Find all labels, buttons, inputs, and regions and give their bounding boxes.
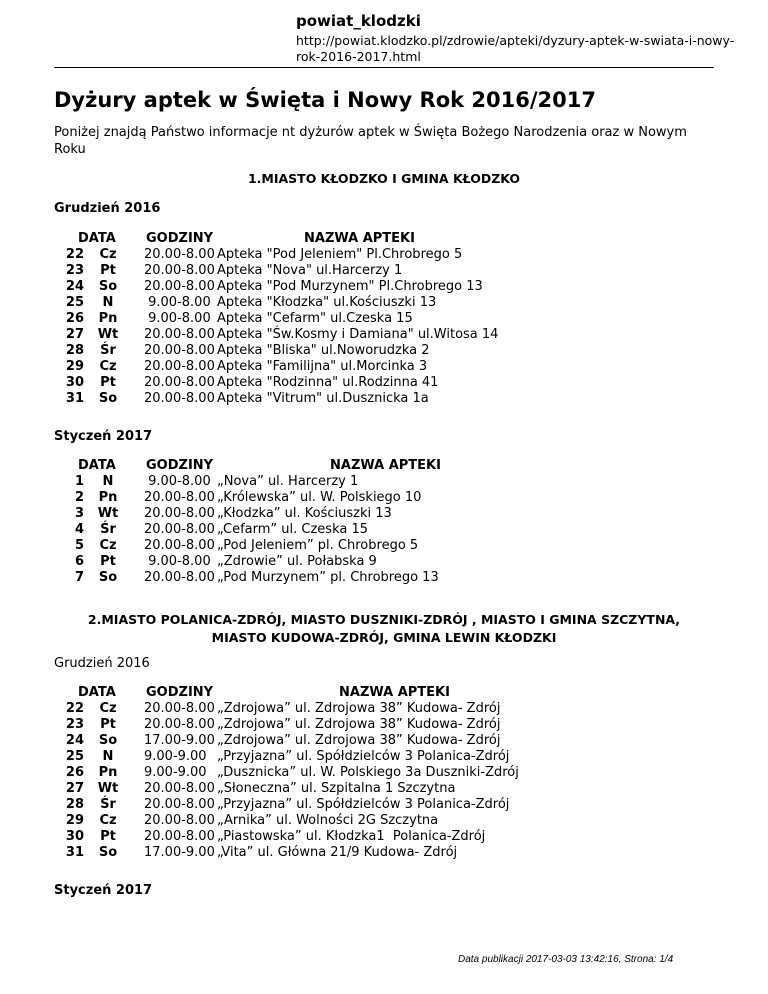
pharmacy-name: Apteka "Nova" ul.Harcerzy 1 — [217, 263, 403, 278]
duty-hours: 20.00-8.00 — [144, 829, 215, 844]
weekday: N — [102, 474, 114, 489]
day-number: 22 — [65, 247, 84, 262]
weekday: Pt — [100, 375, 116, 390]
day-number: 23 — [65, 717, 84, 732]
weekday: Pt — [100, 717, 116, 732]
pharmacy-name: Apteka "Pod Jeleniem" Pl.Chrobrego 5 — [217, 247, 463, 262]
weekday: Pt — [100, 263, 116, 278]
day-number: 24 — [65, 279, 84, 294]
intro-paragraph: Poniżej znajdą Państwo informacje nt dyżurów aptek w Święta Bożego Narodzenia oraz w Nowym Roku — [54, 125, 687, 157]
weekday: N — [102, 749, 114, 764]
col-date-header: DATA — [78, 685, 116, 700]
weekday: Pt — [100, 829, 116, 844]
duty-hours: 20.00-8.00 — [144, 247, 215, 262]
header-divider — [54, 67, 714, 68]
pharmacy-name: „Słoneczna” ul. Szpitalna 1 Szczytna — [217, 781, 456, 796]
col-name-header: NAZWA APTEKI — [339, 685, 450, 700]
weekday: Cz — [99, 538, 117, 553]
duty-hours: 20.00-8.00 — [144, 263, 215, 278]
duty-hours: 20.00-8.00 — [144, 279, 215, 294]
weekday: Wt — [97, 781, 119, 796]
weekday: Wt — [97, 327, 119, 342]
col-hours-header: GODZINY — [146, 458, 214, 473]
duty-hours: 9.00-8.00 — [144, 311, 211, 326]
day-number: 3 — [74, 506, 84, 521]
duty-hours: 20.00-8.00 — [144, 490, 215, 505]
duty-hours: 20.00-8.00 — [144, 506, 215, 521]
month-heading: Grudzień 2016 — [54, 656, 150, 671]
duty-hours: 17.00-9.00 — [144, 845, 215, 860]
day-number: 6 — [74, 554, 84, 569]
weekday: N — [102, 295, 114, 310]
day-number: 28 — [65, 343, 84, 358]
day-number: 4 — [74, 522, 84, 537]
duty-hours: 20.00-8.00 — [144, 570, 215, 585]
weekday: Pn — [98, 311, 118, 326]
duty-hours: 20.00-8.00 — [144, 327, 215, 342]
duty-hours: 9.00-8.00 — [144, 295, 211, 310]
duty-hours: 20.00-8.00 — [144, 813, 215, 828]
pharmacy-name: Apteka "Św.Kosmy i Damiana" ul.Witosa 14 — [217, 327, 499, 342]
pharmacy-name: Apteka "Kłodzka" ul.Kościuszki 13 — [217, 295, 437, 310]
section-2-title-line: 2.MIASTO POLANICA-ZDRÓJ, MIASTO DUSZNIKI-ZDRÓJ , MIASTO I GMINA SZCZYTNA, — [87, 612, 681, 627]
duty-hours: 9.00-9.00 — [144, 765, 207, 780]
weekday: Śr — [100, 343, 116, 358]
duty-hours: 20.00-8.00 — [144, 538, 215, 553]
duty-hours: 20.00-8.00 — [144, 343, 215, 358]
pharmacy-name: „Kłodzka” ul. Kościuszki 13 — [217, 506, 392, 521]
page-title: Dyżury aptek w Święta i Nowy Rok 2016/2017 — [54, 88, 596, 112]
day-number: 26 — [65, 765, 84, 780]
pharmacy-name: „Pod Murzynem” pl. Chrobrego 13 — [217, 570, 439, 585]
day-number: 26 — [65, 311, 84, 326]
pharmacy-name: „Zdrojowa” ul. Zdrojowa 38” Kudowa- Zdrój — [217, 717, 501, 732]
day-number: 28 — [65, 797, 84, 812]
weekday: So — [98, 570, 118, 585]
day-number: 7 — [74, 570, 84, 585]
pharmacy-name: Apteka "Rodzinna" ul.Rodzinna 41 — [217, 375, 439, 390]
day-number: 30 — [65, 375, 84, 390]
pharmacy-name: „Przyjazna” ul. Spółdzielców 3 Polanica-Zdrój — [217, 797, 510, 812]
pharmacy-name: „Zdrowie” ul. Połabska 9 — [217, 554, 377, 569]
weekday: So — [98, 733, 118, 748]
pharmacy-name: „Arnika” ul. Wolności 2G Szczytna — [217, 813, 439, 828]
duty-hours: 20.00-8.00 — [144, 781, 215, 796]
weekday: Pn — [98, 490, 118, 505]
day-number: 31 — [65, 845, 84, 860]
day-number: 1 — [74, 474, 84, 489]
day-number: 31 — [65, 391, 84, 406]
pharmacy-name: „Zdrojowa” ul. Zdrojowa 38” Kudowa- Zdrój — [217, 733, 501, 748]
site-name: powiat_klodzki — [296, 12, 421, 30]
weekday: So — [98, 391, 118, 406]
pharmacy-name: „Cefarm” ul. Czeska 15 — [217, 522, 369, 537]
day-number: 2 — [74, 490, 84, 505]
month-heading: Grudzień 2016 — [54, 201, 161, 216]
day-number: 22 — [65, 701, 84, 716]
duty-hours: 9.00-8.00 — [144, 554, 211, 569]
duty-hours: 9.00-9.00 — [144, 749, 207, 764]
duty-hours: 20.00-8.00 — [144, 717, 215, 732]
weekday: Cz — [99, 247, 117, 262]
section-2-title — [54, 611, 714, 647]
duty-hours: 20.00-8.00 — [144, 701, 215, 716]
day-number: 29 — [65, 813, 84, 828]
weekday: Cz — [99, 701, 117, 716]
pharmacy-name: „Przyjazna” ul. Spółdzielców 3 Polanica-Zdrój — [217, 749, 510, 764]
month-heading: Styczeń 2017 — [54, 883, 153, 898]
day-number: 24 — [65, 733, 84, 748]
col-date-header: DATA — [78, 458, 116, 473]
weekday: Pn — [98, 765, 118, 780]
col-date-header: DATA — [78, 231, 116, 246]
weekday: Śr — [100, 797, 116, 812]
section-1-title: 1.MIASTO KŁODZKO I GMINA KŁODZKO — [247, 171, 521, 186]
col-name-header: NAZWA APTEKI — [304, 231, 415, 246]
month-heading: Styczeń 2017 — [54, 429, 153, 444]
pharmacy-name: Apteka "Cefarm" ul.Czeska 15 — [217, 311, 413, 326]
day-number: 27 — [65, 327, 84, 342]
day-number: 25 — [65, 749, 84, 764]
page-url[interactable]: http://powiat.klodzko.pl/zdrowie/apteki/dyzury-aptek-w-swiata-i-nowy-rok-2016-2017.html — [296, 33, 735, 64]
day-number: 23 — [65, 263, 84, 278]
day-number: 29 — [65, 359, 84, 374]
weekday: So — [98, 845, 118, 860]
duty-hours: 20.00-8.00 — [144, 359, 215, 374]
publication-footer: Data publikacji 2017-03-03 13:42:16, Strona: 1/4 — [458, 954, 674, 965]
pharmacy-name: „Vita” ul. Główna 21/9 Kudowa- Zdrój — [217, 845, 458, 860]
pharmacy-name: „Pod Jeleniem” pl. Chrobrego 5 — [217, 538, 419, 553]
day-number: 27 — [65, 781, 84, 796]
pharmacy-name: „Zdrojowa” ul. Zdrojowa 38” Kudowa- Zdrój — [217, 701, 501, 716]
weekday: Wt — [97, 506, 119, 521]
weekday: Cz — [99, 359, 117, 374]
section-2-title-line: MIASTO KUDOWA-ZDRÓJ, GMINA LEWIN KŁODZKI — [211, 630, 557, 645]
col-name-header: NAZWA APTEKI — [330, 458, 441, 473]
duty-hours: 20.00-8.00 — [144, 375, 215, 390]
col-hours-header: GODZINY — [146, 685, 214, 700]
weekday: Śr — [100, 522, 116, 537]
pharmacy-name: Apteka "Familijna" ul.Morcinka 3 — [217, 359, 428, 374]
duty-hours: 20.00-8.00 — [144, 522, 215, 537]
duty-hours: 20.00-8.00 — [144, 797, 215, 812]
weekday: Pt — [100, 554, 116, 569]
weekday: Cz — [99, 813, 117, 828]
duty-hours: 9.00-8.00 — [144, 474, 211, 489]
day-number: 5 — [74, 538, 84, 553]
day-number: 25 — [65, 295, 84, 310]
pharmacy-name: Apteka "Pod Murzynem" Pl.Chrobrego 13 — [217, 279, 483, 294]
pharmacy-name: „Dusznicka” ul. W. Polskiego 3a Duszniki-Zdrój — [217, 765, 519, 780]
col-hours-header: GODZINY — [146, 231, 214, 246]
weekday: So — [98, 279, 118, 294]
pharmacy-name: Apteka "Vitrum" ul.Dusznicka 1a — [217, 391, 429, 406]
pharmacy-name: „Królewska” ul. W. Polskiego 10 — [217, 490, 422, 505]
duty-hours: 20.00-8.00 — [144, 391, 215, 406]
day-number: 30 — [65, 829, 84, 844]
duty-hours: 17.00-9.00 — [144, 733, 215, 748]
pharmacy-name: „Piastowska” ul. Kłodzka1 Polanica-Zdrój — [217, 829, 486, 844]
pharmacy-name: „Nova” ul. Harcerzy 1 — [217, 474, 359, 489]
pharmacy-name: Apteka "Bliska" ul.Noworudzka 2 — [217, 343, 430, 358]
